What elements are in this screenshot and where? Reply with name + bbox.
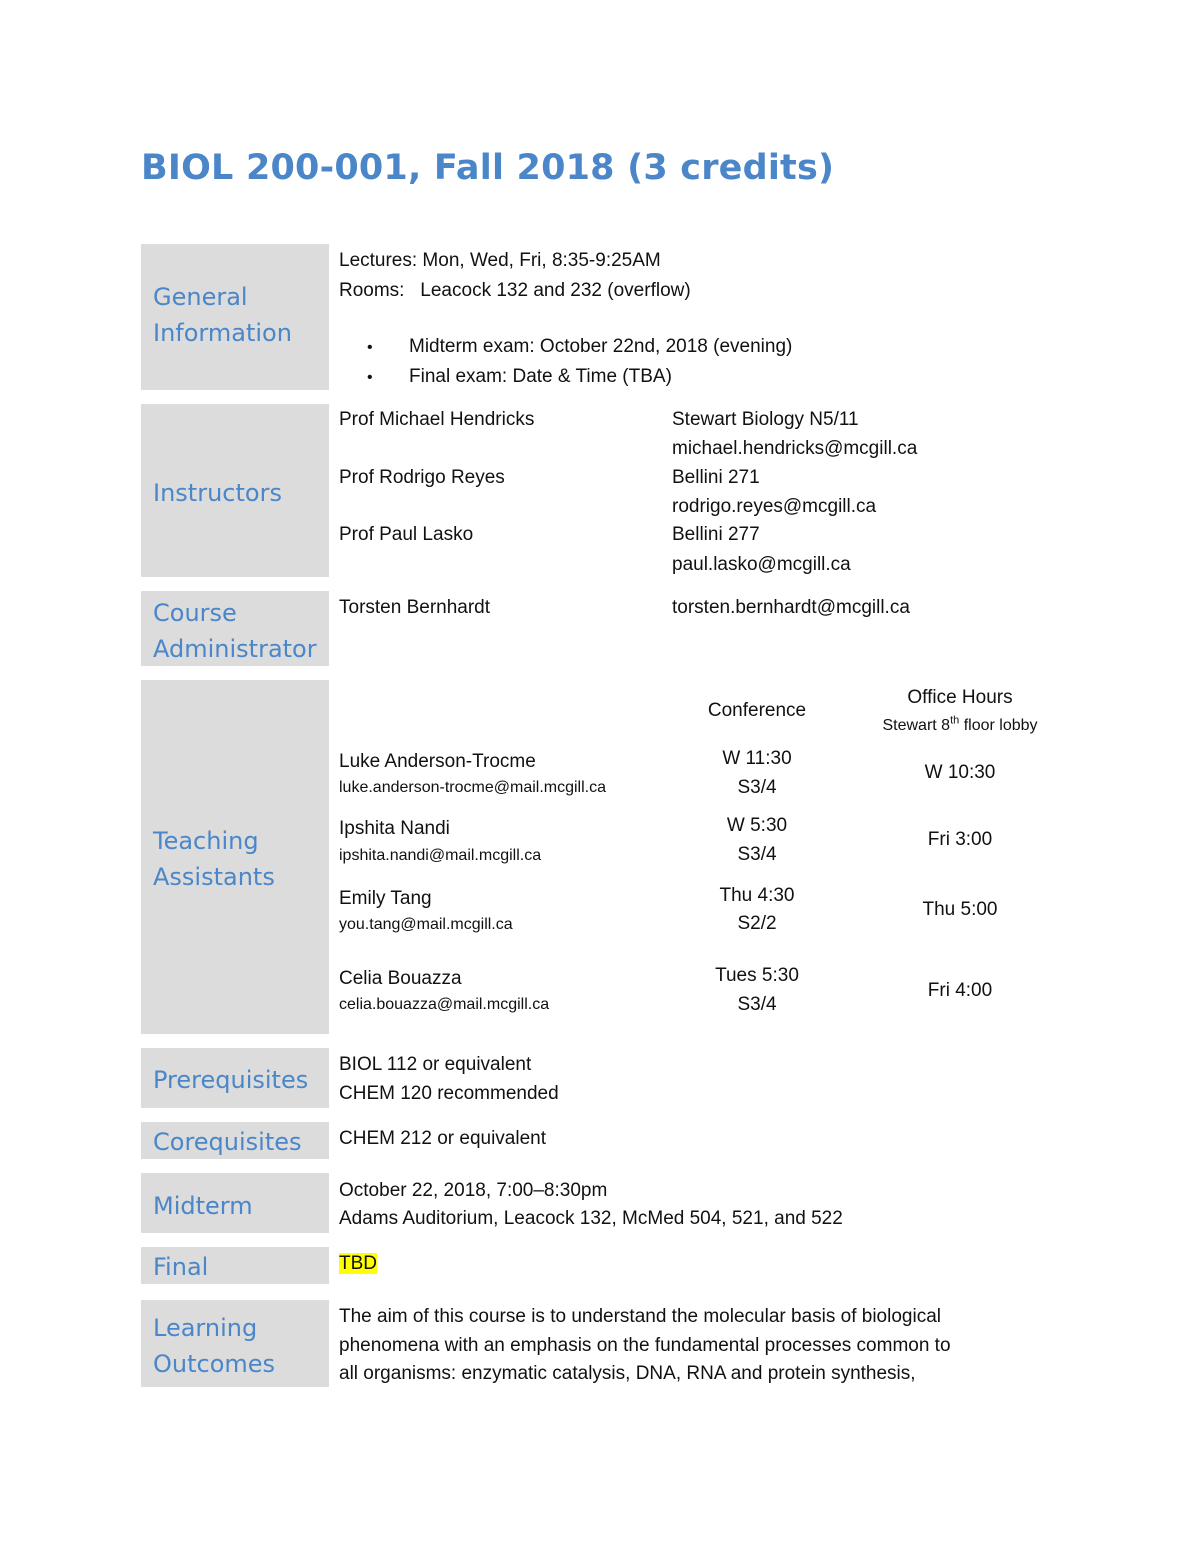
ta-office-hours: Fri 4:00 <box>927 980 993 1001</box>
administrator-email[interactable]: torsten.bernhardt@mcgill.ca <box>672 597 910 618</box>
ta-office-hours: W 10:30 <box>924 762 996 783</box>
midterm-locations: Adams Auditorium, Leacock 132, McMed 504, 521, and 522 <box>339 1208 843 1229</box>
ta-conference-room: S2/2 <box>737 913 777 934</box>
section-label-course-administrator: Course Administrator <box>141 591 329 666</box>
ta-name: Luke Anderson-Trocme <box>339 751 536 772</box>
section-label-instructors: Instructors <box>141 404 329 577</box>
section-label-prerequisites: Prerequisites <box>141 1048 329 1108</box>
ta-conference-room: S3/4 <box>737 844 777 865</box>
bullet-icon: • <box>367 339 373 356</box>
section-label-learning-outcomes: Learning Outcomes <box>141 1300 329 1387</box>
ta-office-hours: Thu 5:00 <box>922 899 998 920</box>
office-hours-header: Office Hours <box>907 687 1013 708</box>
ta-email[interactable]: luke.anderson-trocme@mail.mcgill.ca <box>339 779 606 796</box>
outcomes-line: all organisms: enzymatic catalysis, DNA, RNA and protein synthesis, <box>339 1363 916 1384</box>
midterm-date: October 22, 2018, 7:00–8:30pm <box>339 1180 608 1201</box>
prerequisite-line: BIOL 112 or equivalent <box>339 1054 532 1075</box>
ta-name: Emily Tang <box>339 888 432 909</box>
lectures-schedule: Lectures: Mon, Wed, Fri, 8:35-9:25AM <box>339 250 661 271</box>
ta-email[interactable]: celia.bouazza@mail.mcgill.ca <box>339 996 550 1013</box>
section-label-corequisites: Corequisites <box>141 1122 329 1159</box>
ta-conference-room: S3/4 <box>737 994 777 1015</box>
instructor-office: Bellini 277 <box>672 524 760 545</box>
instructor-name: Prof Michael Hendricks <box>339 409 535 430</box>
prerequisite-line: CHEM 120 recommended <box>339 1083 559 1104</box>
administrator-name: Torsten Bernhardt <box>339 597 491 618</box>
ta-name: Ipshita Nandi <box>339 818 450 839</box>
bullet-icon: • <box>367 369 373 386</box>
ta-name: Celia Bouazza <box>339 968 462 989</box>
instructor-email[interactable]: rodrigo.reyes@mcgill.ca <box>672 496 877 517</box>
instructor-name: Prof Rodrigo Reyes <box>339 467 505 488</box>
page-title: BIOL 200-001, Fall 2018 (3 credits) <box>141 148 835 188</box>
ta-conference-time: Thu 4:30 <box>719 885 795 906</box>
conference-header: Conference <box>707 700 807 721</box>
section-label-midterm: Midterm <box>141 1173 329 1233</box>
ta-conference-time: Tues 5:30 <box>715 965 799 986</box>
instructor-email[interactable]: michael.hendricks@mcgill.ca <box>672 438 918 459</box>
ta-conference-time: W 11:30 <box>722 748 792 769</box>
outcomes-line: phenomena with an emphasis on the fundamental processes common to <box>339 1335 951 1356</box>
ta-conference-room: S3/4 <box>737 777 777 798</box>
final-exam-date <box>339 1252 377 1276</box>
corequisite-text: CHEM 212 or equivalent <box>339 1128 546 1149</box>
instructor-email[interactable]: paul.lasko@mcgill.ca <box>672 554 851 575</box>
office-hours-location: Stewart 8th floor lobby <box>882 714 1038 734</box>
section-label-teaching-assistants: Teaching Assistants <box>141 680 329 1034</box>
final-tbd-highlight: TBD <box>339 1253 377 1274</box>
section-label-general-information: General Information <box>141 244 329 390</box>
outcomes-line: The aim of this course is to understand the molecular basis of biological <box>339 1306 941 1327</box>
lecture-rooms: Rooms: Leacock 132 and 232 (overflow) <box>339 280 691 301</box>
ta-conference-time: W 5:30 <box>726 815 788 836</box>
ta-office-hours: Fri 3:00 <box>927 829 993 850</box>
instructor-office: Bellini 271 <box>672 467 760 488</box>
final-exam-bullet: Final exam: Date & Time (TBA) <box>409 366 672 387</box>
ta-email[interactable]: you.tang@mail.mcgill.ca <box>339 916 513 933</box>
midterm-exam-bullet: Midterm exam: October 22nd, 2018 (evening) <box>409 336 793 357</box>
ta-email[interactable]: ipshita.nandi@mail.mcgill.ca <box>339 847 542 864</box>
section-label-final: Final <box>141 1247 329 1284</box>
instructor-name: Prof Paul Lasko <box>339 524 474 545</box>
instructor-office: Stewart Biology N5/11 <box>672 409 859 430</box>
